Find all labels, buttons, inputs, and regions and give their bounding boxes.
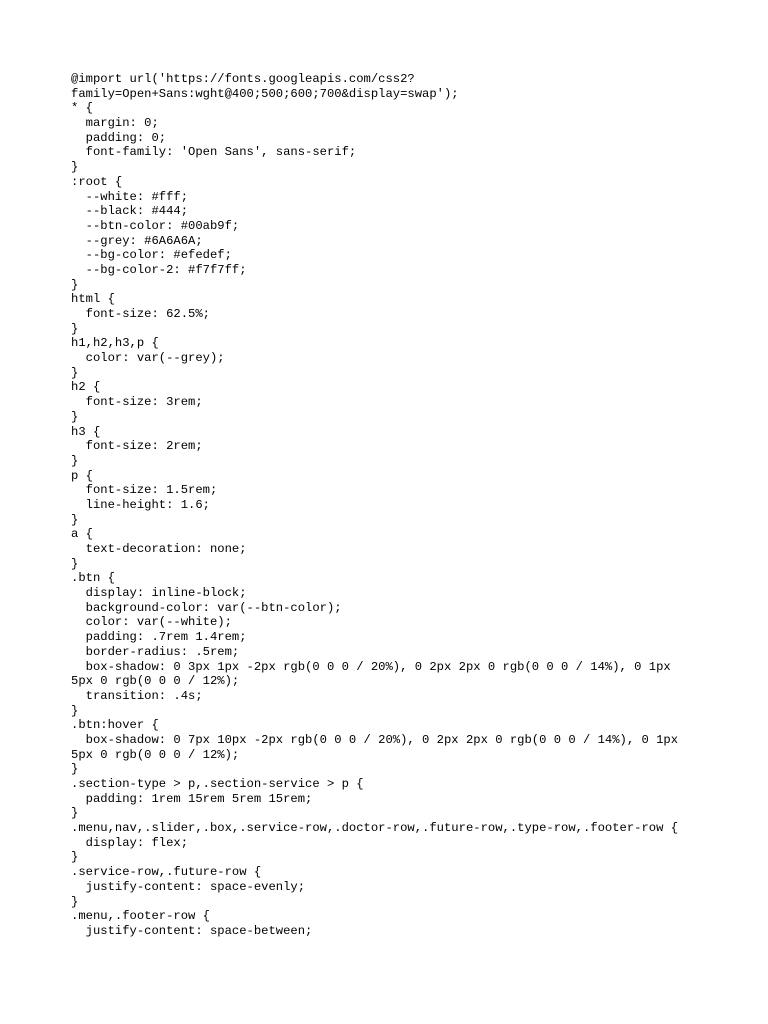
code-line: }	[71, 453, 79, 468]
code-line: --white: #fff;	[71, 189, 189, 204]
code-line: }	[71, 556, 79, 571]
code-line: }	[71, 277, 79, 292]
code-line: padding: 0;	[71, 130, 167, 145]
code-line: display: flex;	[71, 835, 189, 850]
code-line: font-size: 3rem;	[71, 395, 203, 410]
code-line: font-size: 2rem;	[71, 439, 203, 454]
code-line: line-height: 1.6;	[71, 497, 210, 512]
code-line: }	[71, 512, 79, 527]
code-line: transition: .4s;	[71, 688, 203, 703]
code-line: margin: 0;	[71, 116, 159, 131]
code-line: @import url('https://fonts.googleapis.com/css2?	[71, 72, 415, 86]
code-line: p {	[71, 468, 93, 483]
code-line: padding: 1rem 15rem 5rem 15rem;	[71, 791, 313, 806]
code-line: }	[71, 894, 79, 909]
code-line: }	[71, 409, 79, 424]
code-line: font-size: 1.5rem;	[71, 483, 218, 498]
code-line: a {	[71, 527, 93, 542]
code-line: .btn:hover {	[71, 718, 159, 733]
code-line: 5px 0 rgb(0 0 0 / 12%);	[71, 747, 240, 762]
code-line: * {	[71, 101, 93, 116]
code-line: html {	[71, 292, 115, 307]
code-line: .btn {	[71, 571, 115, 586]
code-line: .menu,.footer-row {	[71, 909, 210, 924]
code-line: padding: .7rem 1.4rem;	[71, 630, 247, 645]
css-code-block	[71, 72, 711, 939]
code-line: --btn-color: #00ab9f;	[71, 218, 240, 233]
code-line: }	[71, 762, 79, 777]
code-line: }	[71, 806, 79, 821]
code-line: justify-content: space-evenly;	[71, 879, 306, 894]
code-line: .service-row,.future-row {	[71, 865, 262, 880]
code-line: box-shadow: 0 7px 10px -2px rgb(0 0 0 / 20%), 0 2px 2px 0 rgb(0 0 0 / 14%), 0 1px	[71, 732, 679, 747]
code-line: h3 {	[71, 424, 101, 439]
code-line: justify-content: space-between;	[71, 923, 313, 938]
code-line: h2 {	[71, 380, 101, 395]
code-line: --bg-color-2: #f7f7ff;	[71, 262, 247, 277]
code-line: family=Open+Sans:wght@400;500;600;700&display=swap');	[71, 86, 459, 101]
code-line: .section-type > p,.section-service > p {	[71, 777, 364, 791]
code-line: font-family: 'Open Sans', sans-serif;	[71, 145, 357, 160]
code-line: color: var(--white);	[71, 615, 232, 630]
code-line: h1,h2,h3,p {	[71, 336, 159, 351]
code-line: }	[71, 703, 79, 718]
code-line: border-radius: .5rem;	[71, 644, 240, 659]
code-line: --bg-color: #efedef;	[71, 248, 232, 263]
code-line: }	[71, 321, 79, 336]
code-line: }	[71, 850, 79, 865]
code-line: --grey: #6A6A6A;	[71, 233, 203, 248]
code-line: 5px 0 rgb(0 0 0 / 12%);	[71, 674, 240, 689]
code-line: .menu,nav,.slider,.box,.service-row,.doctor-row,.future-row,.type-row,.footer-row {	[71, 821, 679, 836]
code-line: background-color: var(--btn-color);	[71, 600, 342, 615]
code-line: color: var(--grey);	[71, 351, 225, 366]
code-line: :root {	[71, 174, 123, 189]
code-line: box-shadow: 0 3px 1px -2px rgb(0 0 0 / 20%), 0 2px 2px 0 rgb(0 0 0 / 14%), 0 1px	[71, 659, 671, 674]
code-line: font-size: 62.5%;	[71, 307, 210, 321]
code-line: }	[71, 365, 79, 380]
code-line: display: inline-block;	[71, 586, 247, 601]
code-line: }	[71, 160, 79, 175]
code-line: --black: #444;	[71, 204, 189, 219]
code-line: text-decoration: none;	[71, 542, 247, 556]
